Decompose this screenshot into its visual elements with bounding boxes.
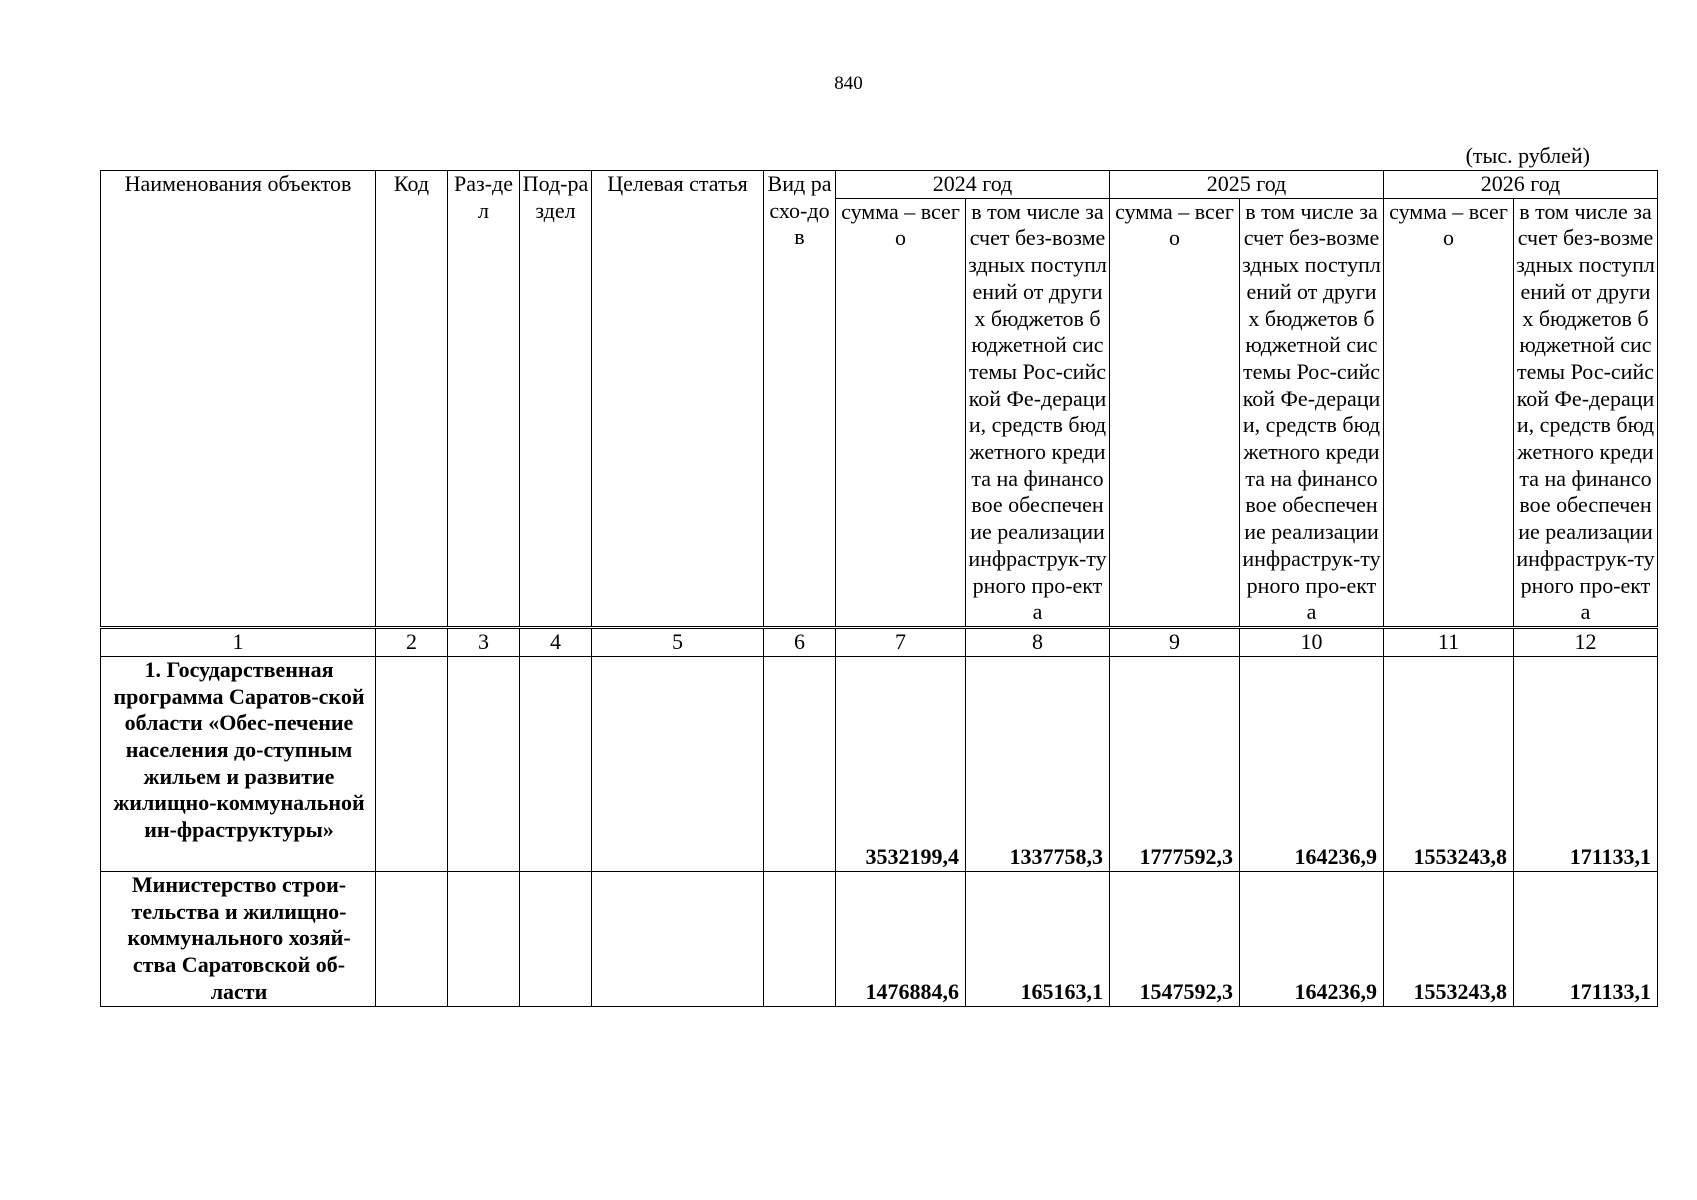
column-number: 8 — [966, 627, 1110, 656]
budget-table — [100, 170, 1658, 1007]
row-expense-type — [764, 656, 836, 871]
column-number: 11 — [1384, 627, 1514, 656]
column-number: 10 — [1240, 627, 1384, 656]
row-code — [376, 871, 448, 1006]
row-name: 1. Государственная программа Саратов-ской области «Обес-печение населения до-ступным жильем и развитие жилищно-коммунальной ин-фраструктуры» — [101, 656, 376, 871]
column-number: 9 — [1110, 627, 1240, 656]
header-row-years — [101, 171, 1658, 199]
header-sum-total-2026: сумма – всего — [1384, 198, 1514, 627]
column-number: 1 — [101, 627, 376, 656]
value-2025-total: 1547592,3 — [1110, 871, 1240, 1006]
column-number: 12 — [1514, 627, 1658, 656]
header-section: Раз-дел — [448, 171, 520, 628]
row-section — [448, 871, 520, 1006]
value-2024-total: 1476884,6 — [836, 871, 966, 1006]
value-2024-including: 165163,1 — [966, 871, 1110, 1006]
row-code — [376, 656, 448, 871]
header-sum-total-2025: сумма – всего — [1110, 198, 1240, 627]
value-2025-total: 1777592,3 — [1110, 656, 1240, 871]
header-name: Наименования объектов — [101, 171, 376, 628]
header-expense-type: Вид расхо-дов — [764, 171, 836, 628]
column-number: 3 — [448, 627, 520, 656]
row-subsection — [520, 656, 592, 871]
row-name: Министерство строи-тельства и жилищно-коммунального хозяй-ства Саратовской об-ласти — [101, 871, 376, 1006]
value-2025-including: 164236,9 — [1240, 871, 1384, 1006]
row-subsection — [520, 871, 592, 1006]
row-section — [448, 656, 520, 871]
table-row — [101, 871, 1658, 1006]
table-row — [101, 656, 1658, 871]
header-code: Код — [376, 171, 448, 628]
value-2025-including: 164236,9 — [1240, 656, 1384, 871]
value-2026-including: 171133,1 — [1514, 871, 1658, 1006]
column-number: 2 — [376, 627, 448, 656]
page-number: 840 — [834, 73, 863, 94]
header-year-2024: 2024 год — [836, 171, 1110, 199]
header-including-2025: в том числе за счет без-возмездных поступлений от других бюджетов бюджетной системы Рос-сийской Фе-дерации, средств бюджетного кредита на финансовое обеспечение реализации инфраструк-турного про-екта — [1240, 198, 1384, 627]
value-2024-total: 3532199,4 — [836, 656, 966, 871]
header-including-2026: в том числе за счет без-возмездных поступлений от других бюджетов бюджетной системы Рос-сийской Фе-дерации, средств бюджетного кредита на финансовое обеспечение реализации инфраструк-турного про-екта — [1514, 198, 1658, 627]
row-target-article — [592, 871, 764, 1006]
header-year-2025: 2025 год — [1110, 171, 1384, 199]
value-2026-including: 171133,1 — [1514, 656, 1658, 871]
column-number: 6 — [764, 627, 836, 656]
header-sum-total-2024: сумма – всего — [836, 198, 966, 627]
column-number: 4 — [520, 627, 592, 656]
value-2026-total: 1553243,8 — [1384, 871, 1514, 1006]
header-target-article: Целевая статья — [592, 171, 764, 628]
header-subsection: Под-раздел — [520, 171, 592, 628]
units-label: (тыс. рублей) — [1465, 143, 1590, 168]
row-expense-type — [764, 871, 836, 1006]
column-number-row — [101, 627, 1658, 656]
header-year-2026: 2026 год — [1384, 171, 1658, 199]
row-target-article — [592, 656, 764, 871]
column-number: 7 — [836, 627, 966, 656]
value-2024-including: 1337758,3 — [966, 656, 1110, 871]
value-2026-total: 1553243,8 — [1384, 656, 1514, 871]
header-including-2024: в том числе за счет без-возмездных поступлений от других бюджетов бюджетной системы Рос-сийской Фе-дерации, средств бюджетного кредита на финансовое обеспечение реализации инфраструк-турного про-екта — [966, 198, 1110, 627]
column-number: 5 — [592, 627, 764, 656]
